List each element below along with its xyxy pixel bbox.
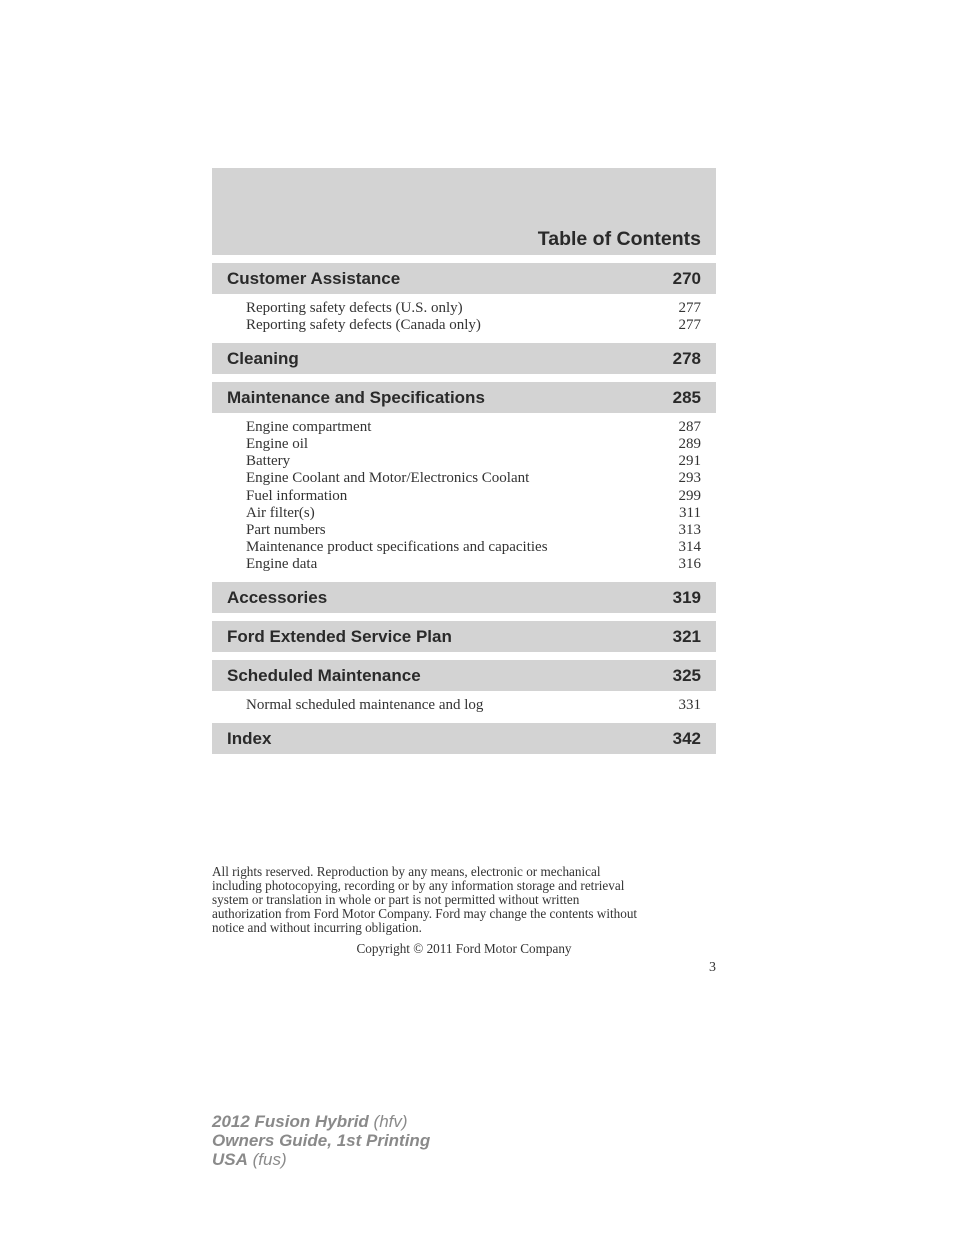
table-of-contents (212, 168, 716, 754)
toc-section-heading[interactable] (212, 621, 716, 652)
toc-subsection-list (212, 294, 716, 335)
toc-entry-label: Maintenance product specifications and capacities (246, 538, 548, 555)
toc-section-label: Maintenance and Specifications (227, 387, 485, 407)
toc-section (212, 343, 716, 374)
toc-entry[interactable] (246, 488, 701, 505)
toc-section-label: Customer Assistance (227, 268, 401, 288)
toc-entry-label: Part numbers (246, 521, 326, 538)
document-footer (212, 1112, 430, 1169)
legal-line: notice and without incurring obligation. (212, 920, 422, 935)
footer-model: 2012 Fusion Hybrid (212, 1112, 369, 1131)
toc-entry-page: 316 (678, 555, 701, 572)
toc-section-page: 321 (672, 626, 701, 646)
footer-line-1 (212, 1112, 430, 1131)
legal-line: including photocopying, recording or by any information storage and retrieval (212, 878, 625, 893)
toc-section-label: Ford Extended Service Plan (227, 626, 452, 646)
toc-entry[interactable] (246, 317, 701, 334)
page-number: 3 (709, 960, 716, 975)
toc-section (212, 382, 716, 574)
toc-section-label: Cleaning (227, 348, 299, 368)
footer-line-2: Owners Guide, 1st Printing (212, 1131, 431, 1150)
toc-section-heading[interactable] (212, 263, 716, 294)
toc-entry-page: 331 (678, 697, 701, 714)
toc-section-label: Scheduled Maintenance (227, 665, 421, 685)
toc-section (212, 263, 716, 335)
toc-header (212, 168, 716, 255)
footer-model-code: (hfv) (368, 1112, 408, 1131)
toc-entry[interactable] (246, 556, 701, 573)
toc-section-page: 319 (672, 587, 701, 607)
toc-section-page: 342 (672, 728, 701, 748)
toc-subsection-list (212, 691, 716, 715)
toc-section (212, 723, 716, 754)
toc-entry[interactable] (246, 539, 701, 556)
toc-section-page: 285 (672, 387, 701, 407)
toc-entry-page: 287 (678, 419, 701, 436)
toc-section-label: Accessories (227, 587, 328, 607)
toc-entry-page: 291 (678, 453, 701, 470)
toc-entry-label: Reporting safety defects (Canada only) (246, 317, 481, 334)
toc-subsection-list (212, 413, 716, 574)
toc-entry-label: Normal scheduled maintenance and log (246, 697, 484, 714)
toc-section-page: 325 (672, 665, 701, 685)
toc-section-page: 278 (672, 348, 701, 368)
toc-section-heading[interactable] (212, 660, 716, 691)
toc-entry[interactable] (246, 453, 701, 470)
toc-section-heading[interactable] (212, 582, 716, 613)
toc-entry[interactable] (246, 505, 701, 522)
toc-entry-page: 289 (678, 436, 701, 453)
toc-section-page: 270 (672, 268, 701, 288)
toc-sections (212, 263, 716, 754)
toc-entry-page: 277 (678, 300, 701, 316)
toc-entry[interactable] (246, 697, 701, 714)
legal-line: authorization from Ford Motor Company. Ford may change the contents without (212, 906, 638, 921)
toc-entry-page: 293 (678, 470, 701, 487)
toc-section-heading[interactable] (212, 382, 716, 413)
legal-line: system or translation in whole or part is not permitted without written (212, 892, 580, 907)
copyright-line: Copyright © 2011 Ford Motor Company (356, 941, 572, 956)
toc-entry-page: 314 (678, 538, 701, 555)
toc-entry-label: Battery (246, 453, 291, 470)
footer-market-code: (fus) (247, 1150, 287, 1169)
toc-entry-label: Engine Coolant and Motor/Electronics Coolant (246, 470, 530, 487)
toc-entry-page: 299 (678, 487, 701, 504)
toc-section (212, 621, 716, 652)
toc-section (212, 582, 716, 613)
page-title: Table of Contents (537, 228, 701, 250)
toc-section-heading[interactable] (212, 723, 716, 754)
toc-entry[interactable] (246, 436, 701, 453)
toc-entry-label: Engine oil (246, 436, 309, 453)
toc-entry[interactable] (246, 419, 701, 436)
toc-section-heading[interactable] (212, 343, 716, 374)
toc-entry-label: Engine data (246, 555, 318, 572)
toc-entry[interactable] (246, 522, 701, 539)
toc-section-label: Index (227, 728, 272, 748)
toc-entry-page: 277 (678, 317, 701, 334)
toc-entry-label: Air filter(s) (246, 504, 315, 521)
toc-section (212, 660, 716, 715)
toc-entry[interactable] (246, 300, 701, 317)
toc-entry-label: Engine compartment (246, 419, 372, 436)
legal-notice (212, 865, 716, 935)
toc-entry[interactable] (246, 470, 701, 487)
toc-entry-page: 313 (678, 521, 701, 538)
toc-entry-label: Fuel information (246, 487, 348, 504)
footer-market: USA (212, 1150, 248, 1169)
legal-line: All rights reserved. Reproduction by any means, electronic or mechanical (212, 864, 601, 879)
toc-entry-label: Reporting safety defects (U.S. only) (246, 300, 463, 316)
toc-entry-page: 311 (679, 504, 701, 521)
footer-line-3 (212, 1150, 430, 1169)
